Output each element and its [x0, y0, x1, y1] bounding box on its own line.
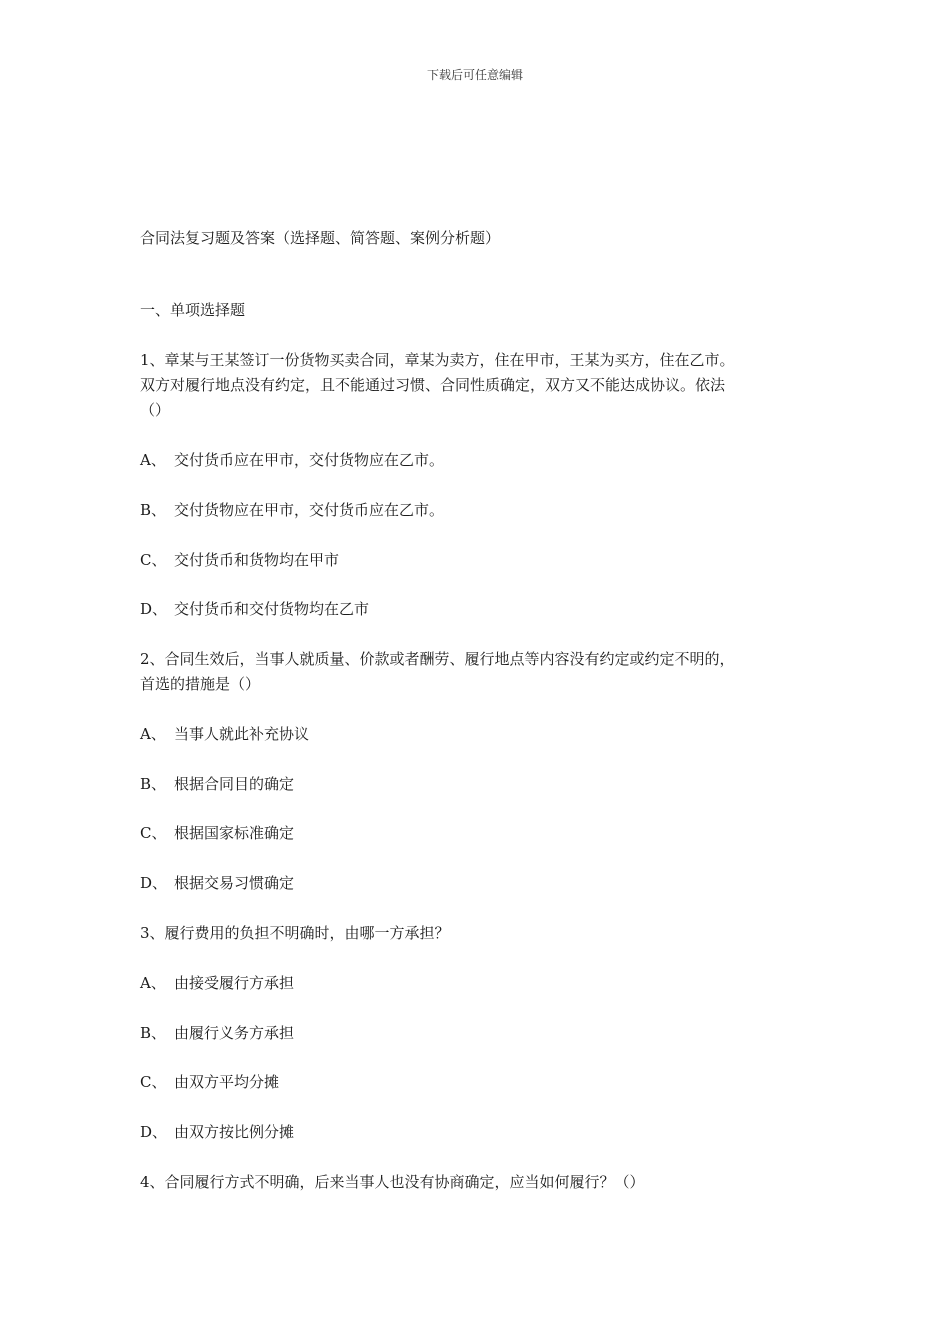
question-2-option-c	[140, 821, 820, 846]
question-4-line-1: 4、合同履行方式不明确，后来当事人也没有协商确定，应当如何履行？（）	[140, 1173, 645, 1191]
section-heading: 一、单项选择题	[140, 301, 246, 319]
option-letter: C、	[140, 551, 167, 569]
option-letter: A、	[140, 974, 166, 992]
question-3-line-1: 3、履行费用的负担不明确时，由哪一方承担？	[140, 924, 450, 942]
question-2-option-d	[140, 871, 820, 896]
option-text: 由双方平均分摊	[174, 1073, 280, 1091]
question-2-line-1: 2、合同生效后，当事人就质量、价款或者酬劳、履行地点等内容没有约定或约定不明的，	[140, 650, 735, 668]
option-text: 根据国家标准确定	[174, 824, 295, 842]
option-text: 交付货币和货物均在甲市	[174, 551, 340, 569]
option-text: 由接受履行方承担	[174, 974, 295, 992]
question-1-line-2: 双方对履行地点没有约定，且不能通过习惯、合同性质确定，双方又不能达成协议。依法	[140, 376, 726, 394]
option-text: 根据交易习惯确定	[174, 874, 295, 892]
option-text: 当事人就此补充协议	[174, 725, 310, 743]
document-title: 合同法复习题及答案（选择题、简答题、案例分析题）	[140, 229, 501, 247]
option-letter: A、	[140, 451, 166, 469]
question-3-option-d	[140, 1120, 820, 1145]
option-letter: B、	[140, 775, 167, 793]
question-3-option-a	[140, 971, 820, 996]
option-text: 由履行义务方承担	[174, 1024, 295, 1042]
question-1-option-b	[140, 498, 820, 523]
question-1-option-a	[140, 448, 820, 473]
question-1-option-c	[140, 548, 820, 573]
option-text: 交付货币应在甲市，交付货物应在乙市。	[174, 451, 445, 469]
option-text: 由双方按比例分摊	[174, 1123, 295, 1141]
question-2-option-b	[140, 772, 820, 797]
option-letter: C、	[140, 1073, 167, 1091]
option-text: 交付货币和交付货物均在乙市	[174, 600, 370, 618]
option-letter: C、	[140, 824, 167, 842]
option-letter: D、	[140, 874, 168, 892]
option-letter: B、	[140, 501, 167, 519]
question-3-option-b	[140, 1021, 820, 1046]
option-text: 根据合同目的确定	[174, 775, 295, 793]
question-1-line-3: （）	[140, 401, 171, 419]
question-2-option-a	[140, 722, 820, 747]
question-2-line-2: 首选的措施是（）	[140, 675, 261, 693]
question-1-line-1: 1、章某与王某签订一份货物买卖合同，章某为卖方，住在甲市，王某为买方，住在乙市。	[140, 351, 735, 369]
option-letter: A、	[140, 725, 166, 743]
header-note: 下载后可任意编辑	[426, 68, 523, 82]
question-1-option-d	[140, 597, 820, 622]
question-3-option-c	[140, 1070, 820, 1095]
option-text: 交付货物应在甲市，交付货币应在乙市。	[174, 501, 445, 519]
option-letter: B、	[140, 1024, 167, 1042]
option-letter: D、	[140, 600, 168, 618]
option-letter: D、	[140, 1123, 168, 1141]
